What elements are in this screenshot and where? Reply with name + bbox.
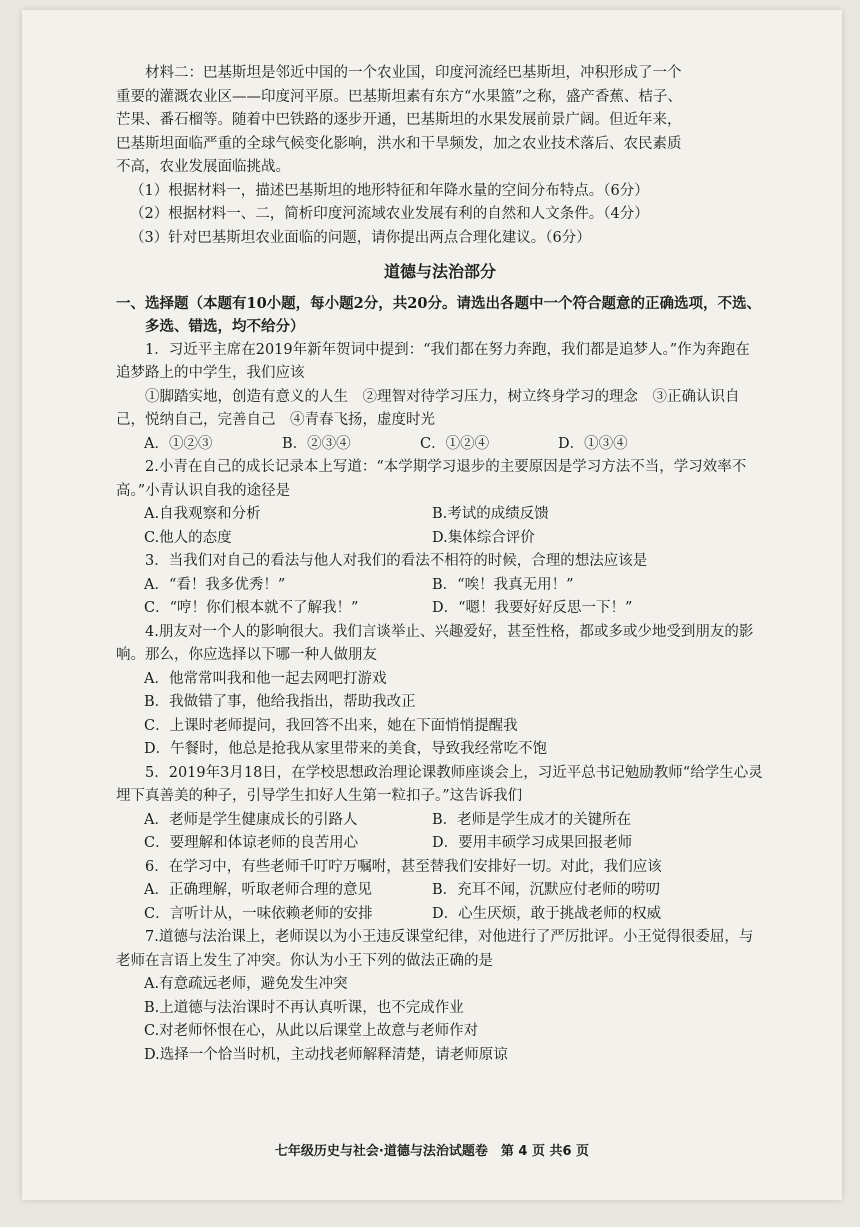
option-c: C．上课时老师提问，我回答不出来，她在下面悄悄提醒我 <box>144 717 518 734</box>
question-stem: 5．2019年3月18日，在学校思想政治理论课教师座谈会上，习近平总书记勉励教师“给学生心灵埋下真善美的种子，引导学生扣好人生第一粒扣子。”这告诉我们 <box>116 764 763 804</box>
option-d: D．心生厌烦，敢于挑战老师的权威 <box>432 905 662 922</box>
question-3 <box>116 550 764 621</box>
question-stem: 2.小青在自己的成长记录本上写道：“本学期学习退步的主要原因是学习方法不当，学习效率不高。”小青认识自我的途径是 <box>116 459 747 499</box>
option-d: D．午餐时，他总是抢我从家里带来的美食，导致我经常吃不饱 <box>144 741 548 757</box>
option-b: B.考试的成绩反馈 <box>432 506 549 522</box>
answer-options <box>116 832 764 856</box>
option-c: C．①②④ <box>420 435 490 452</box>
material-line: 芒果、番石榴等。随着中巴铁路的逐步开通，巴基斯坦的水果发展前景广阔。但近年来， <box>116 112 682 128</box>
answer-options <box>116 433 764 457</box>
answer-options <box>116 527 764 551</box>
answer-options <box>116 879 764 903</box>
option-a: A．老师是学生健康成长的引路人 <box>144 811 358 828</box>
exam-page <box>22 10 842 1200</box>
material-line: 巴基斯坦面临严重的全球气候变化影响，洪水和干旱频发，加之农业技术落后、农民素质 <box>116 135 682 152</box>
answer-options <box>116 903 764 927</box>
option-a: A.有意疏远老师，避免发生冲突 <box>144 976 348 992</box>
answer-options <box>116 597 764 621</box>
option-a: A.自我观察和分析 <box>144 506 261 522</box>
question-1 <box>116 339 764 457</box>
option-c: C．言听计从，一味依赖老师的安排 <box>144 905 373 922</box>
option-d: D.选择一个恰当时机，主动找老师解释清楚，请老师原谅 <box>144 1046 508 1063</box>
section-title: 道德与法治部分 <box>383 262 496 281</box>
geo-question: （1）根据材料一，描述巴基斯坦的地形特征和年降水量的空间分布特点。（6分） <box>130 182 649 199</box>
option-b: B．②③④ <box>282 435 351 452</box>
option-b: B．我做错了事，他给我指出，帮助我改正 <box>144 694 416 710</box>
question-6 <box>116 856 764 927</box>
option-b: B．充耳不闻，沉默应付老师的唠叨 <box>432 882 661 898</box>
option-b: B.上道德与法治课时不再认真听课，也不完成作业 <box>144 999 464 1016</box>
option-c: C.对老师怀恨在心，从此以后课堂上故意与老师作对 <box>144 1023 479 1039</box>
option-c: C．“哼！你们根本就不了解我！” <box>144 600 359 616</box>
page-content <box>116 62 764 1067</box>
option-d: D．要用丰硕学习成果回报老师 <box>432 835 633 851</box>
geo-question: （3）针对巴基斯坦农业面临的问题，请你提出两点合理化建议。（6分） <box>130 229 591 246</box>
material-line: 重要的灌溉农业区——印度河平原。巴基斯坦素有东方“水果篮”之称，盛产香蕉、桔子、 <box>116 88 682 105</box>
question-stem: 1．习近平主席在2019年新年贺词中提到：“我们都在努力奔跑，我们都是追梦人。”作为奔跑在追梦路上的中学生，我们应该 <box>116 341 750 381</box>
option-a: A．①②③ <box>144 435 213 452</box>
material-line: 不高，农业发展面临挑战。 <box>116 159 290 175</box>
question-stem: 3．当我们对自己的看法与他人对我们的看法不相符的时候，合理的想法应该是 <box>145 553 648 569</box>
answer-options <box>116 574 764 598</box>
material-two <box>116 62 764 180</box>
page-footer: 七年级历史与社会·道德与法治试题卷 第 4 页 共6 页 <box>274 1144 590 1159</box>
question-stem: 4.朋友对一个人的影响很大。我们言谈举止、兴趣爱好，甚至性格，都或多或少地受到朋友的影响。那么，你应选择以下哪一种人做朋友 <box>116 623 754 663</box>
option-a: A．“看！我多优秀！” <box>144 576 286 593</box>
question-stem: 7.道德与法治课上，老师误以为小王违反课堂纪律，对他进行了严厉批评。小王觉得很委屈，与老师在言语上发生了冲突。你认为小王下列的做法正确的是 <box>116 929 754 969</box>
option-d: D.集体综合评价 <box>432 529 535 546</box>
section-heading: 一、选择题（本题有10小题，每小题2分，共20分。请选出各题中一个符合题意的正确选项，不选、多选、错选，均不给分） <box>116 294 761 335</box>
option-b: B．“唉！我真无用！” <box>432 576 574 593</box>
option-d: D．①③④ <box>558 435 628 452</box>
question-stem: 6．在学习中，有些老师千叮咛万嘱咐，甚至替我们安排好一切。对此，我们应该 <box>145 858 662 875</box>
question-4 <box>116 621 764 762</box>
question-7 <box>116 926 764 1067</box>
material-line: 材料二：巴基斯坦是邻近中国的一个农业国，印度河流经巴基斯坦，冲积形成了一个 <box>145 65 682 81</box>
geo-questions <box>116 180 764 251</box>
option-a: A．他常常叫我和他一起去网吧打游戏 <box>144 670 387 687</box>
question-2 <box>116 456 764 550</box>
answer-options <box>116 503 764 527</box>
option-c: C．要理解和体谅老师的良苦用心 <box>144 835 359 851</box>
question-items: ①脚踏实地，创造有意义的人生 ②理智对待学习压力，树立终身学习的理念 ③正确认识自己，悦纳自己，完善自己 ④青春飞扬，虚度时光 <box>116 388 740 428</box>
question-5 <box>116 762 764 856</box>
geo-question: （2）根据材料一、二，简析印度河流域农业发展有利的自然和人文条件。（4分） <box>130 206 649 222</box>
option-b: B．老师是学生成才的关键所在 <box>432 811 632 828</box>
option-a: A．正确理解，听取老师合理的意见 <box>144 882 372 898</box>
option-c: C.他人的态度 <box>144 529 232 546</box>
option-d: D．“嗯！我要好好反思一下！” <box>432 600 633 616</box>
answer-options <box>116 809 764 833</box>
